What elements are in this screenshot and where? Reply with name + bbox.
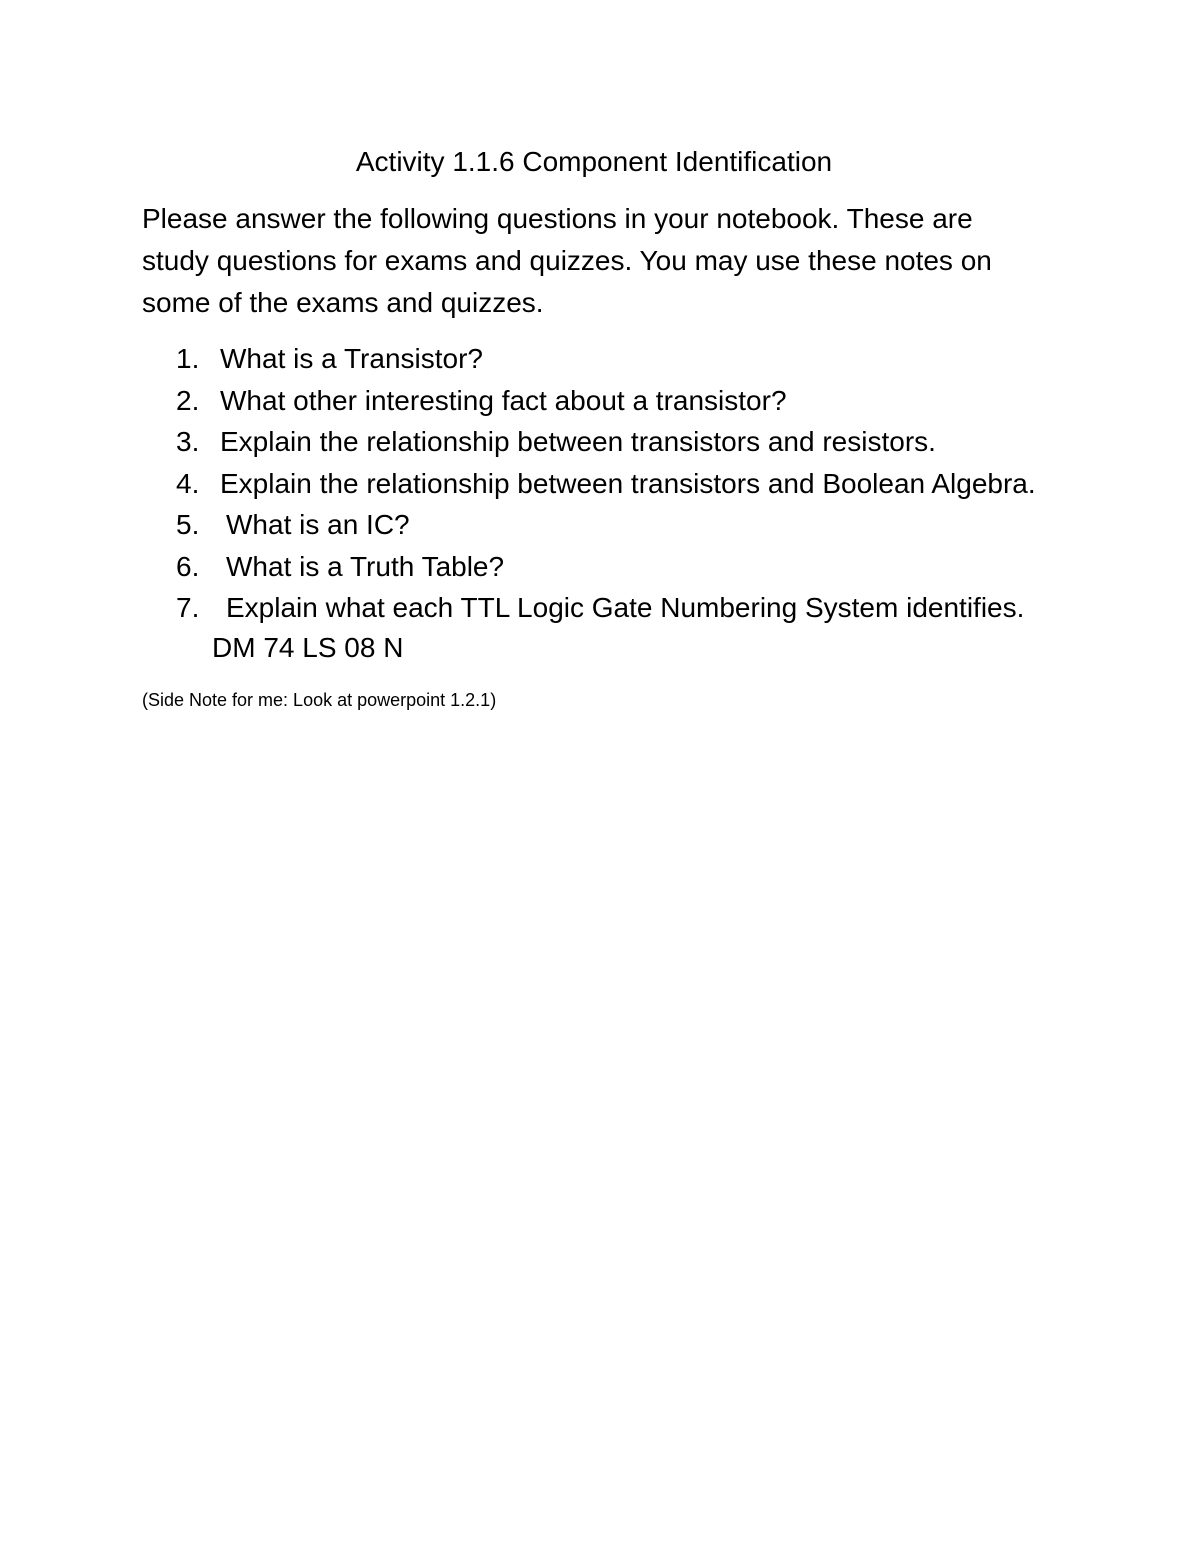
ttl-part-number: DM 74 LS 08 N (212, 632, 404, 663)
question-number: 5. (176, 509, 200, 540)
question-text: What is an IC? (226, 509, 410, 540)
list-item (142, 504, 1036, 546)
question-text: Explain the relationship between transistors and Boolean Algebra. (220, 467, 1036, 499)
page-title: Activity 1.1.6 Component Identification (355, 146, 833, 177)
question-text: Explain what each TTL Logic Gate Numbering System identifies. (226, 592, 1025, 623)
side-note: (Side Note for me: Look at powerpoint 1.2.1) (142, 690, 497, 710)
list-item (142, 338, 1036, 380)
question-list (142, 338, 1036, 629)
intro-paragraph: Please answer the following questions in your notebook. These are study questions for exams and quizzes. You may use these notes on some of the exams and quizzes. (142, 203, 992, 318)
question-text: What is a Transistor? (220, 343, 483, 374)
list-item (142, 463, 1036, 505)
question-number: 7. (176, 592, 200, 623)
list-item (142, 421, 1036, 463)
question-number: 6. (176, 550, 200, 582)
list-item (142, 546, 1036, 588)
list-item (142, 587, 1036, 629)
question-number: 3. (176, 426, 200, 457)
question-text: What is a Truth Table? (226, 550, 505, 582)
question-number: 1. (176, 343, 200, 374)
question-text: What other interesting fact about a transistor? (220, 384, 787, 416)
question-text: Explain the relationship between transistors and resistors. (220, 426, 936, 457)
list-item (142, 380, 1036, 422)
question-number: 2. (176, 384, 200, 416)
question-number: 4. (176, 467, 200, 499)
